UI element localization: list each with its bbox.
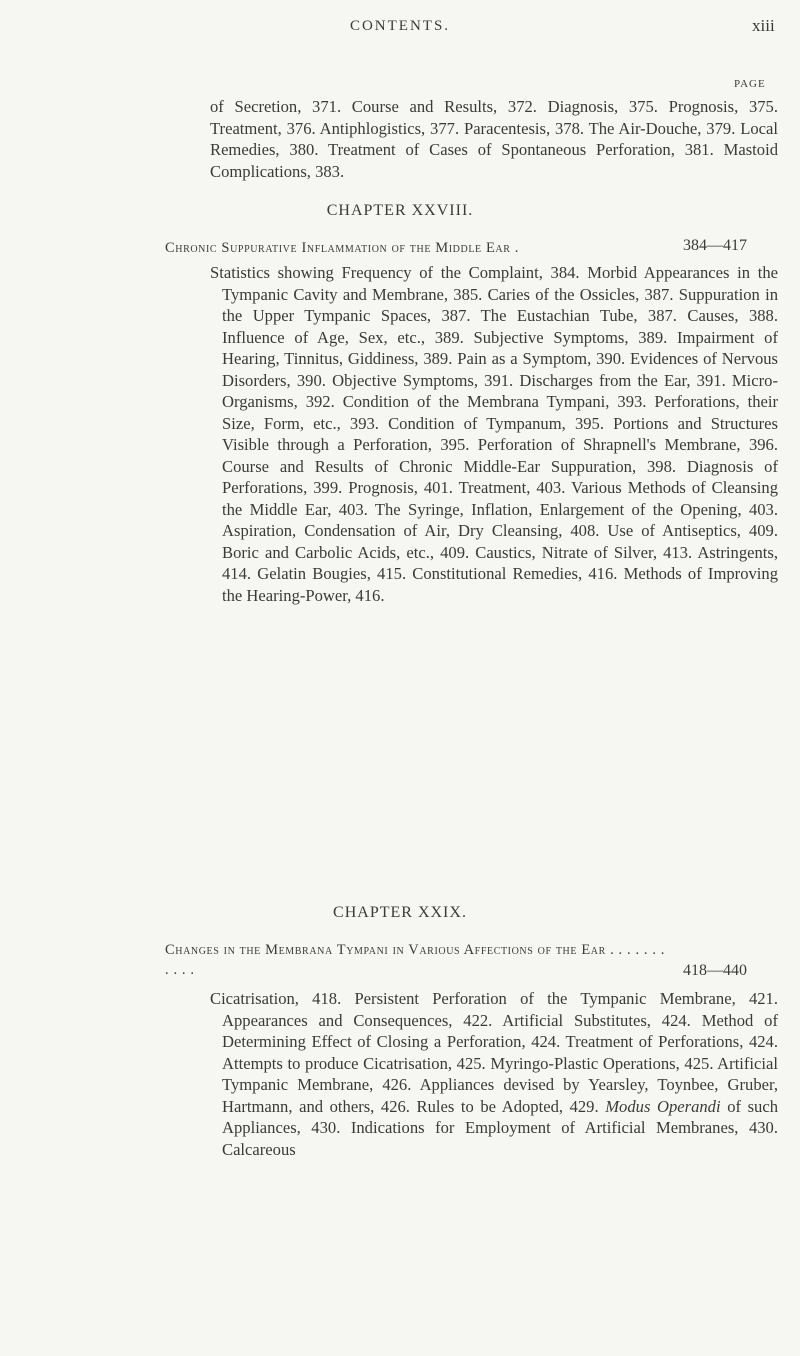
chapter-xxviii-heading: CHAPTER XXVIII. — [326, 202, 474, 219]
chapter-xxix-summary — [210, 988, 778, 1160]
chapter-xxix-pages: 418—440 — [683, 962, 747, 979]
running-title: CONTENTS. — [349, 18, 451, 34]
chapter-xxviii-summary: Statistics showing Frequency of the Complaint, 384. Morbid Appearances in the Tympanic Cavity and Membrane, 385. Caries of the Ossicles, 387. Suppuration in the Upper Tympanic Spaces, 387. The Eustachian Tube, 387. Causes, 388. Influence of Age, Sex, etc., 389. Subjective Symptoms, 389. Impairment of Hearing, Tinnitus, Giddiness, 389. Pain as a Symptom, 390. Evidences of Nervous Disorders, 390. Objective Symptoms, 391. Discharges from the Ear, 391. Micro-Organisms, 392. Condition of the Membrana Tympani, 393. Perforations, their Size, Form, etc., 393. Condition of Tympanum, 395. Portions and Structures Visible through a Perforation, 395. Perforation of Shrapnell's Membrane, 396. Course and Results of Chronic Middle-Ear Suppuration, 398. Diagnosis of Perforations, 399. Prognosis, 401. Treatment, 403. Various Methods of Cleansing the Middle Ear, 403. The Syringe, Inflation, Enlargement of the Opening, 403. Aspiration, Condensation of Air, Dry Cleansing, 408. Use of Antiseptics, 409. Boric and Carbolic Acids, etc., 409. Caustics, Nitrate of Silver, 413. Astringents, 414. Gelatin Bougies, 415. Constitutional Remedies, 416. Methods of Improving the Hearing-Power, 416. — [210, 263, 778, 605]
page-column-label: PAGE — [734, 78, 766, 90]
chapter-xxviii-title-text: Chronic Suppurative Inflammation of the Middle Ear . — [165, 240, 519, 256]
chapter-xxix-summary-italic: Modus Operandi — [605, 1096, 721, 1116]
continued-entry-text: of Secretion, 371. Course and Results, 372. Diagnosis, 375. Prognosis, 375. Treatment, 376. Antiphlogistics, 377. Paracentesis, 378. The Air-Douche, 379. Local Remedies, 380. Treatment of Cases of Spontaneous Perforation, 381. Mastoid Complications, 383. — [210, 97, 778, 181]
chapter-xxix-title — [165, 940, 665, 980]
chapter-xxix-heading: CHAPTER XXIX. — [333, 904, 467, 921]
chapter-xxviii-pages: 384—417 — [683, 237, 747, 254]
chapter-xxix-summary-part-1: Cicatrisation, 418. Persistent Perforation of the Tympanic Membrane, 421. Appearances and Consequences, 422. Artificial Substitutes, 424. Method of Determining Effect of Closing a Perforation, 424. Treatment of Perforations, 424. Attempts to produce Cicatrisation, 425. Myringo-Plastic Operations, 425. Artificial Tympanic Membrane, 426. Appliances devised by Yearsley, Toynbee, Gruber, Hartmann, and others, 426. Rules to be Adopted, 429. — [210, 989, 778, 1116]
chapter-xxix-title-text: Changes in the Membrana Tympani in Various Affections of the Ear . . . . . . . . . . . — [165, 942, 666, 978]
chapter-xxviii-title — [165, 238, 675, 258]
chapter-xxix-summary-part-2: of such Appliances, 430. Indications for Employment of Artificial Membranes, 430. Calcareous — [222, 1096, 779, 1159]
page-number: xiii — [752, 16, 775, 35]
